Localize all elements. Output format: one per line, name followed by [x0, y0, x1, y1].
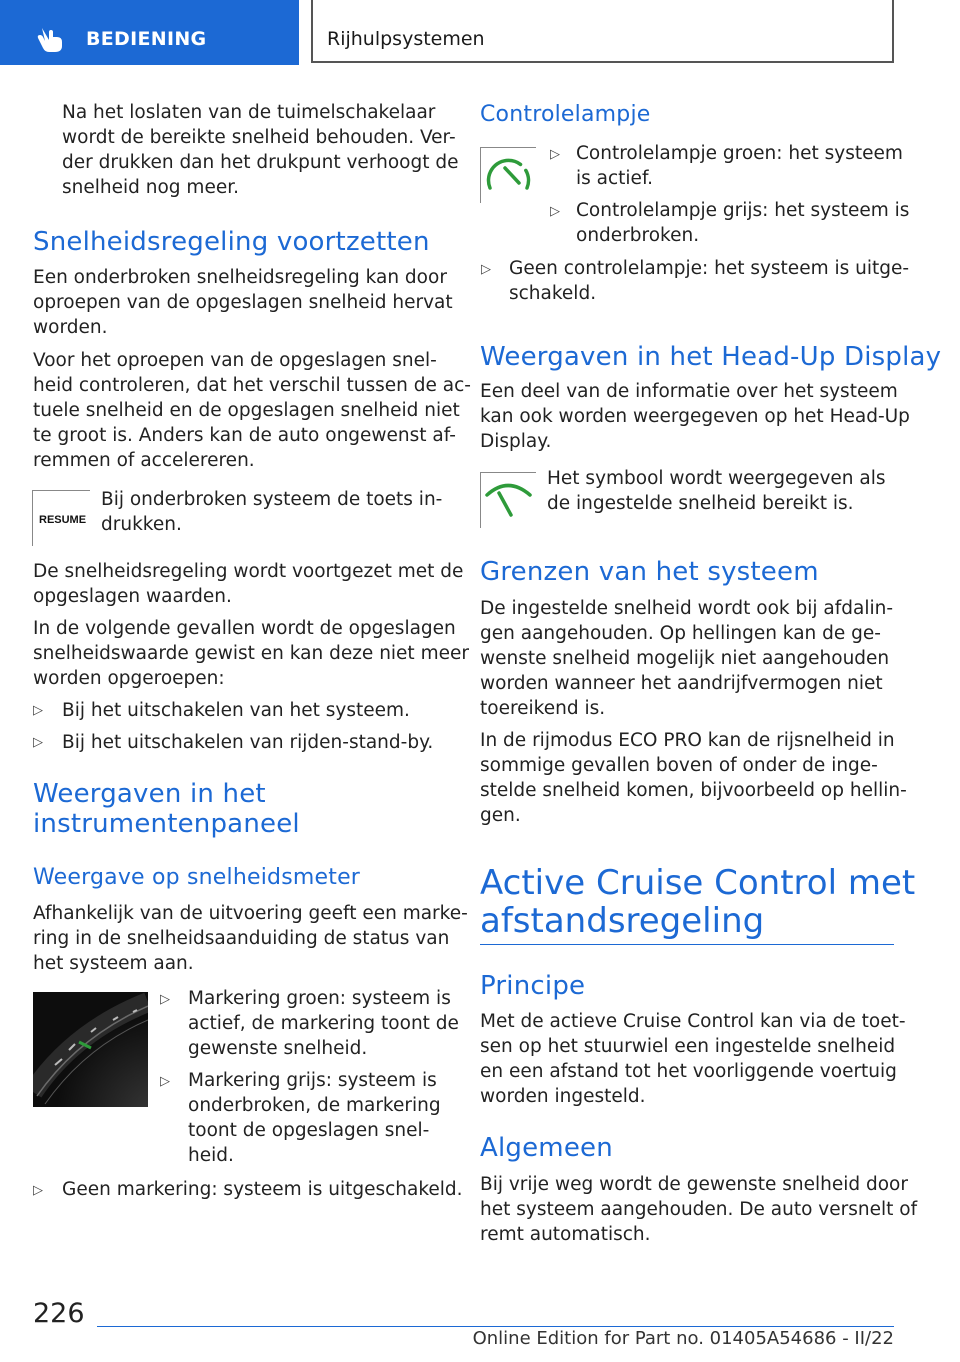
list-item: Markering groen: systeem is actief, de markering toont de gewenste snelheid. [188, 988, 459, 1059]
lamp-heading: Controlelampje [480, 102, 651, 127]
speedo-heading: Weergave op snelheidsmeter [33, 865, 361, 890]
section-divider [480, 944, 894, 945]
principle-paragraph: Met de actieve Cruise Control kan via de toet- sen op het stuurwiel een ingestelde snelheid en een afstand tot het voorliggende voertuig worden ingesteld. [480, 1011, 906, 1107]
hud-icon-text: Het symbool wordt weergegeven als de ingestelde snelheid bereikt is. [547, 468, 886, 514]
speedo-paragraph: Afhankelijk van de uitvoering geeft een marke- ring in de snelheidsaanduiding de status van het systeem aan. [33, 903, 468, 974]
acc-heading: Active Cruise Control met afstandsregeling [480, 863, 916, 941]
speedometer-image [33, 992, 148, 1107]
bullet-icon: ▷ [160, 1074, 170, 1089]
list-item: Bij het uitschakelen van het systeem. [62, 700, 410, 721]
list-item: Controlelampje groen: het systeem is actief. [576, 143, 903, 189]
resume-paragraph-4: In de volgende gevallen wordt de opgeslagen snelheidswaarde gewist en kan deze niet meer worden opgeroepen: [33, 618, 469, 689]
general-heading: Algemeen [480, 1133, 613, 1163]
bullet-icon: ▷ [160, 992, 170, 1007]
list-item: Markering grijs: systeem is onderbroken, de markering toont de opgeslagen snel- heid. [188, 1070, 441, 1166]
chapter-tab[interactable] [0, 0, 299, 65]
limits-paragraph-1: De ingestelde snelheid wordt ook bij afdalin- gen aangehouden. Op hellingen kan de ge- wenste snelheid mogelijk niet aangehouden worden wanneer het aandrijfvermogen niet toereikend is. [480, 598, 894, 719]
bullet-icon: ▷ [33, 703, 43, 718]
bullet-icon: ▷ [33, 735, 43, 750]
list-item: Geen markering: systeem is uitgeschakeld. [62, 1179, 463, 1200]
bullet-icon: ▷ [550, 147, 560, 162]
intro-paragraph: Na het loslaten van de tuimelschakelaar wordt de bereikte snelheid behouden. Ver- der drukken dan het drukpunt verhoogt de snelheid nog meer. [62, 102, 459, 198]
bullet-icon: ▷ [33, 1183, 43, 1198]
hud-paragraph: Een deel van de informatie over het systeem kan ook worden weergegeven op het Head-Up Display. [480, 381, 910, 452]
limits-paragraph-2: In de rijmodus ECO PRO kan de rijsnelheid in sommige gevallen boven of onder de inge- stelde snelheid komen, bijvoorbeeld op hellin- gen. [480, 730, 907, 826]
page-number: 226 [33, 1298, 85, 1329]
pointing-hand-icon [36, 24, 66, 54]
section-title: Rijhulpsystemen [327, 28, 485, 50]
general-paragraph: Bij vrije weg wordt de gewenste snelheid door het systeem aangehouden. De auto versnelt of remt automatisch. [480, 1174, 918, 1245]
list-item: Geen controlelampje: het systeem is uitge- schakeld. [509, 258, 910, 304]
bullet-icon: ▷ [550, 204, 560, 219]
bullet-icon: ▷ [481, 262, 491, 277]
resume-key-icon: RESUME [32, 490, 90, 546]
cruise-indicator-icon [480, 147, 536, 203]
hud-speed-icon [480, 472, 536, 528]
section-header [311, 0, 894, 63]
resume-paragraph-2: Voor het oproepen van de opgeslagen snel- heid controleren, dat het verschil tussen de ac- tuele snelheid en de opgeslagen snelheid niet te groot is. Anders kan de auto ongewenst af- remmen of accelereren. [33, 350, 471, 471]
footer-edition: Online Edition for Part no. 01405A54686 - II/22 [472, 1328, 894, 1349]
list-item: Controlelampje grijs: het systeem is onderbroken. [576, 200, 910, 246]
hud-heading: Weergaven in het Head-Up Display [480, 342, 942, 372]
limits-heading: Grenzen van het systeem [480, 557, 819, 587]
list-item: Bij het uitschakelen van rijden-stand-by. [62, 732, 434, 753]
principle-heading: Principe [480, 971, 586, 1001]
resume-paragraph-1: Een onderbroken snelheidsregeling kan door oproepen van de opgeslagen snelheid hervat worden. [33, 267, 453, 338]
footer-divider [97, 1326, 894, 1327]
resume-heading: Snelheidsregeling voortzetten [33, 227, 430, 257]
chapter-tab-label: BEDIENING [86, 28, 207, 50]
resume-key-text: Bij onderbroken systeem de toets in- drukken. [101, 489, 443, 535]
display-heading: Weergaven in het instrumentenpaneel [33, 779, 300, 839]
resume-paragraph-3: De snelheidsregeling wordt voortgezet met de opgeslagen waarden. [33, 561, 464, 607]
